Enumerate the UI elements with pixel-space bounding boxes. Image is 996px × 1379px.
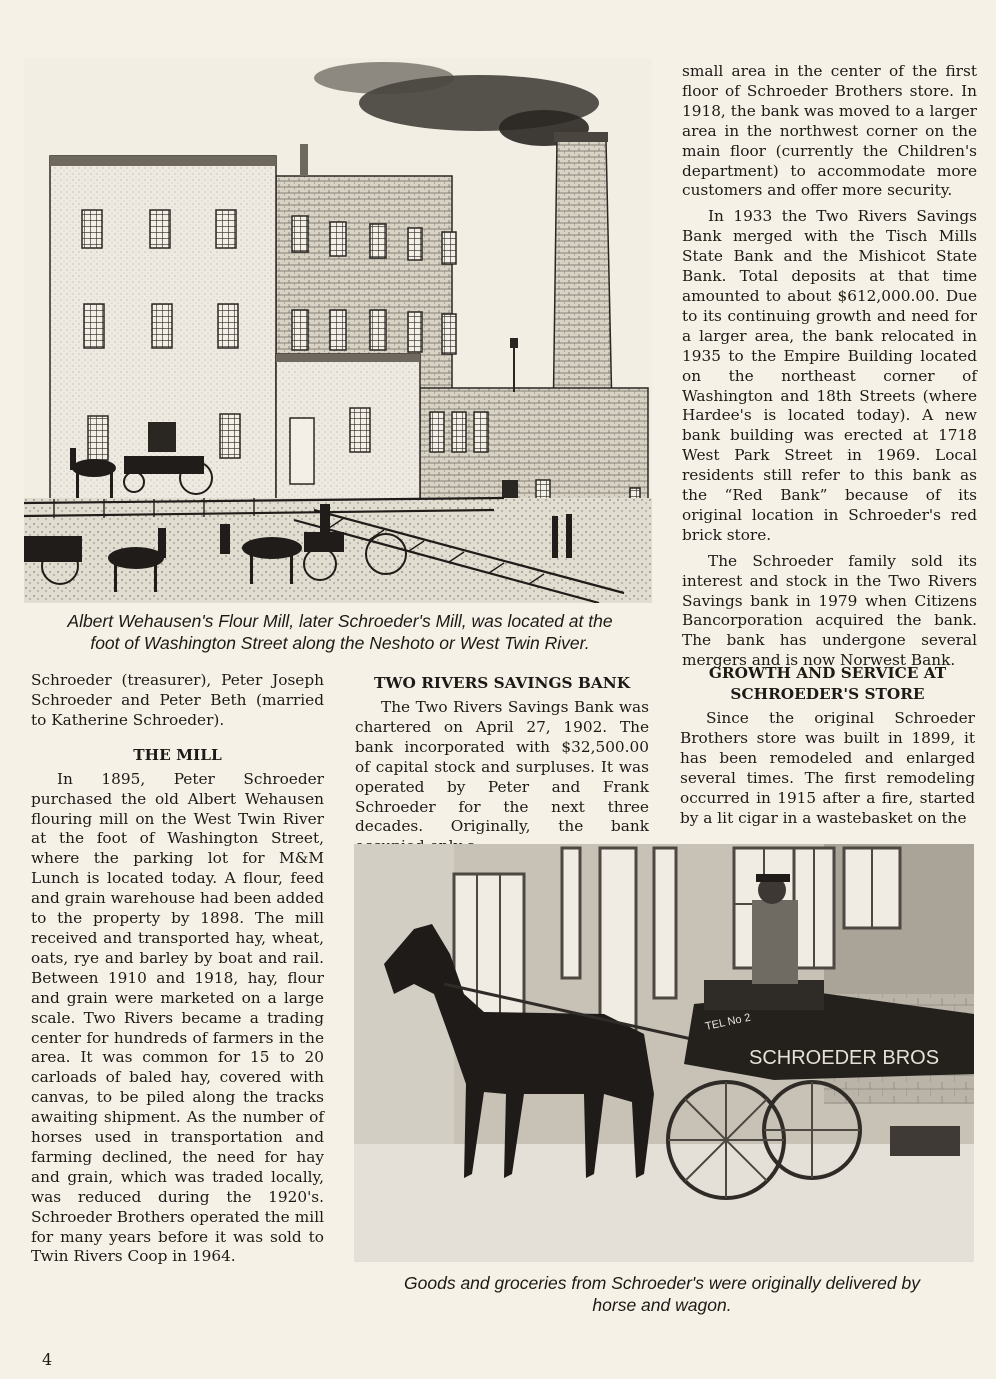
left-column [31,671,324,1267]
bank-paragraph-3: The Schroeder family sold its interest and stock in the Two Rivers Savings bank in 1979 when Citizens Bancorporation acquired the bank. The bank has undergone several mergers and is now Norwest Bank. [682,551,977,670]
page-number: 4 [42,1350,53,1369]
mill-paragraph: In 1895, Peter Schroeder purchased the old Albert Wehausen flouring mill on the West Twin River at the foot of Washington Street, where the parking lot for M&M Lunch is located today. A flour, feed and grain warehouse had been added to the property by 1898. The mill received and transported hay, wheat, oats, rye and barley by boat and rail. Between 1910 and 1918, hay, flour and grain were marketed on a large scale. Two Rivers became a trading center for hundreds of farmers in the area. It was common for 15 to 20 carloads of baled hay, covered with canvas, to be piled along the tracks awaiting shipment. As the number of horses used in transportation and farming declined, the need for hay and grain, which was traded locally, was reduced during the 1920's. Schroeder Brothers operated the mill for many years before it was sold to Twin Rivers Coop in 1964. [31,769,324,1266]
middle-column [355,671,649,857]
wagon-sign-text: SCHROEDER BROS [749,1047,940,1069]
wagon-caption [360,1272,964,1316]
right-column-bottom [680,663,975,828]
growth-heading-line1: GROWTH AND SERVICE AT [708,664,947,682]
mill-caption-line1: Albert Wehausen's Flour Mill, later Schroeder's Mill, was located at the [67,611,613,631]
wagon-photo-image [354,844,974,1262]
bank-paragraph-1: small area in the center of the first floor of Schroeder Brothers store. In 1918, the bank was moved to a larger area in the northwest corner on the main floor (currently the Children's department) to accommodate more customers and offer more security. [682,62,977,200]
mill-heading: THE MILL [133,745,222,764]
growth-paragraph: Since the original Schroeder Brothers store was built in 1899, it has been remodeled and enlarged several times. The first remodeling occurred in 1915 after a fire, started by a lit cigar in a wastebasket on the [680,709,975,827]
bank-paragraph-2: In 1933 the Two Rivers Savings Bank merged with the Tisch Mills State Bank and the Mishicot State Bank. Total deposits at that time amounted to about $612,000.00. Due to its continuing growth and need for a larger area, the bank relocated in 1935 to the Empire Building located on the northeast corner of Washington and 18th Streets (where Hardee's is located today). A new bank building was erected at 1718 West Park Street in 1969. Local residents still refer to this bank as the “Red Bank” because of its original location in Schroeder's red brick store. [682,207,977,544]
growth-heading-line2: SCHROEDER'S STORE [730,685,925,703]
mill-illustration [24,58,652,603]
mill-caption-line2: foot of Washington Street along the Neshoto or West Twin River. [90,633,590,653]
right-column-top [682,62,977,671]
savings-bank-heading: TWO RIVERS SAVINGS BANK [373,674,630,692]
wagon-caption-line2: horse and wagon. [592,1295,732,1315]
family-paragraph: Schroeder (treasurer), Peter Joseph Schroeder and Peter Beth (married to Katherine Schroeder). [31,671,324,729]
savings-bank-paragraph: The Two Rivers Savings Bank was chartered on April 27, 1902. The bank incorporated with $32,500.00 of capital stock and surpluses. It was operated by Peter and Frank Schroeder for the next three decades. Originally, the bank [355,698,649,836]
wagon-photo [354,844,974,1262]
wagon-tel-text: TEL No 2 [704,1011,752,1033]
mill-caption [20,610,660,654]
wagon-caption-line1: Goods and groceries from Schroeder's were originally delivered by [404,1273,920,1293]
growth-heading [680,663,975,705]
